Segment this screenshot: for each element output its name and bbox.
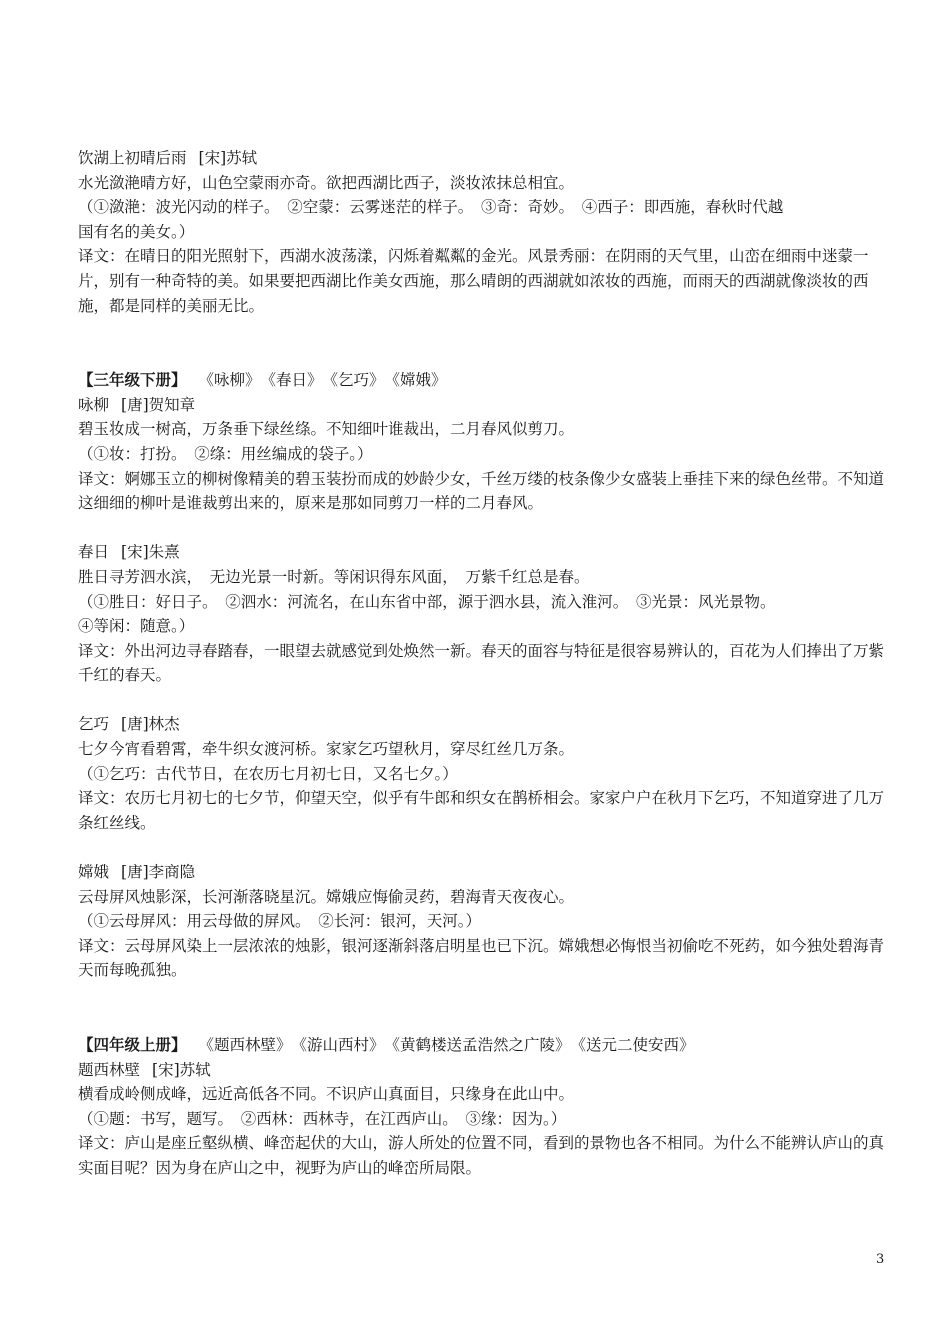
poem-author: [宋]苏轼 <box>152 1060 211 1079</box>
poem-title-line <box>78 860 893 885</box>
poem-title: 春日 <box>78 543 110 562</box>
poem-notes: （①题：书写，题写。 ②西林：西林寺，在江西庐山。 ③缘：因为。） <box>78 1109 567 1128</box>
poem-translation: 译文：外出河边寻春踏春，一眼望去就感觉到处焕然一新。春天的面容与特征是很容易辨认的，百花为人们捧出了万紫千红的春天。 <box>78 641 885 685</box>
poem-title: 嫦娥 <box>78 863 110 882</box>
section-heading: 【三年级下册】 <box>78 370 187 390</box>
section-heading: 【四年级上册】 <box>78 1035 187 1054</box>
poem-translation: 译文：云母屏风染上一层浓浓的烛影，银河逐渐斜落启明星也已下沉。嫦娥想必悔恨当初偷吃不死药，如今独处碧海青天而每晚孤独。 <box>78 936 885 980</box>
poem-title-line <box>78 540 893 565</box>
poem-notes: （①妆：打扮。 ②绦：用丝编成的袋子。） <box>78 444 373 463</box>
poem-notes: （①乞巧：古代节日，在农历七月初七日，又名七夕。） <box>78 764 458 783</box>
poem-title-line <box>78 146 893 171</box>
poem-translation: 译文：农历七月初七的七夕节，仰望天空，似乎有牛郎和织女在鹊桥相会。家家户户在秋月下乞巧，不知道穿进了几万条红丝线。 <box>78 789 885 832</box>
poem-author: [唐]李商隐 <box>121 863 196 882</box>
poem-author: [唐]林杰 <box>121 715 180 734</box>
poem-text: 胜日寻芳泗水滨， 无边光景一时新。等闲识得东风面， 万紫千红总是春。 <box>78 567 590 586</box>
poem-text: 七夕今宵看碧霄，牵牛织女渡河桥。家家乞巧望秋月，穿尽红丝几万条。 <box>78 740 575 759</box>
section-heading-line <box>78 1033 893 1058</box>
poem-title: 乞巧 <box>78 715 110 734</box>
poem-text: 云母屏风烛影深，长河渐落晓星沉。嫦娥应悔偷灵药，碧海青天夜夜心。 <box>78 887 575 906</box>
poem-title: 饮湖上初晴后雨 <box>78 149 187 167</box>
poem-title: 咏柳 <box>78 395 110 414</box>
poem-translation: 译文：在晴日的阳光照射下，西湖水波荡漾，闪烁着粼粼的金光。风景秀丽：在阴雨的天气里，山峦在细雨中迷蒙一片，别有一种奇特的美。如果要把西湖比作美女西施，那么晴朗的西湖就如浓妆的西施，而雨天的西湖就像淡妆的西施，都是同样的美丽无比。 <box>78 247 869 315</box>
poem-title: 题西林壁 <box>78 1060 141 1079</box>
poem-author: [宋]朱熹 <box>121 543 180 562</box>
poem-translation: 译文：婀娜玉立的柳树像精美的碧玉装扮而成的妙龄少女，千丝万缕的枝条像少女盛装上垂挂下来的绿色丝带。不知道这细细的柳叶是谁裁剪出来的，原来是那如同剪刀一样的二月春风。 <box>78 469 885 513</box>
section-titles: 《题西林壁》 《游山西村》 《黄鹤楼送孟浩然之广陵》 《送元二使安西》 <box>198 1036 695 1054</box>
poem-notes: （①云母屏风：用云母做的屏风。 ②长河：银河，天河。） <box>78 912 482 931</box>
poem-translation: 译文：庐山是座丘壑纵横、峰峦起伏的大山，游人所处的位置不同，看到的景物也各不相同。为什么不能辨认庐山的真实面目呢？因为身在庐山之中，视野为庐山的峰峦所局限。 <box>78 1134 885 1177</box>
poem-notes-continued: 国有名的美女。） <box>78 222 195 241</box>
document-page <box>78 146 893 1181</box>
poem-author: [唐]贺知章 <box>121 395 196 414</box>
section-heading-line <box>78 368 893 393</box>
poem-notes-continued: ④等闲：随意。） <box>78 617 195 636</box>
poem-title-line <box>78 1058 893 1083</box>
poem-text: 水光潋滟晴方好，山色空蒙雨亦奇。欲把西湖比西子，淡妆浓抹总相宜。 <box>78 173 575 192</box>
poem-title-line <box>78 712 893 737</box>
section-titles: 《咏柳》 《春日》 《乞巧》 《嫦娥》 <box>198 371 447 390</box>
poem-notes: （①潋滟：波光闪动的样子。 ②空蒙：云雾迷茫的样子。 ③奇：奇妙。 ④西子：即西施，春秋时代越 <box>78 198 784 217</box>
page-number: 3 <box>876 1252 885 1267</box>
poem-text: 碧玉妆成一树高，万条垂下绿丝绦。不知细叶谁裁出，二月春风似剪刀。 <box>78 420 575 439</box>
poem-text: 横看成岭侧成峰，远近高低各不同。不识庐山真面目，只缘身在此山中。 <box>78 1085 575 1104</box>
poem-title-line <box>78 393 893 418</box>
poem-author: [宋]苏轼 <box>198 149 258 167</box>
poem-notes: （①胜日：好日子。 ②泗水：河流名，在山东省中部，源于泗水县，流入淮河。 ③光景：风光景物。 <box>78 592 776 611</box>
